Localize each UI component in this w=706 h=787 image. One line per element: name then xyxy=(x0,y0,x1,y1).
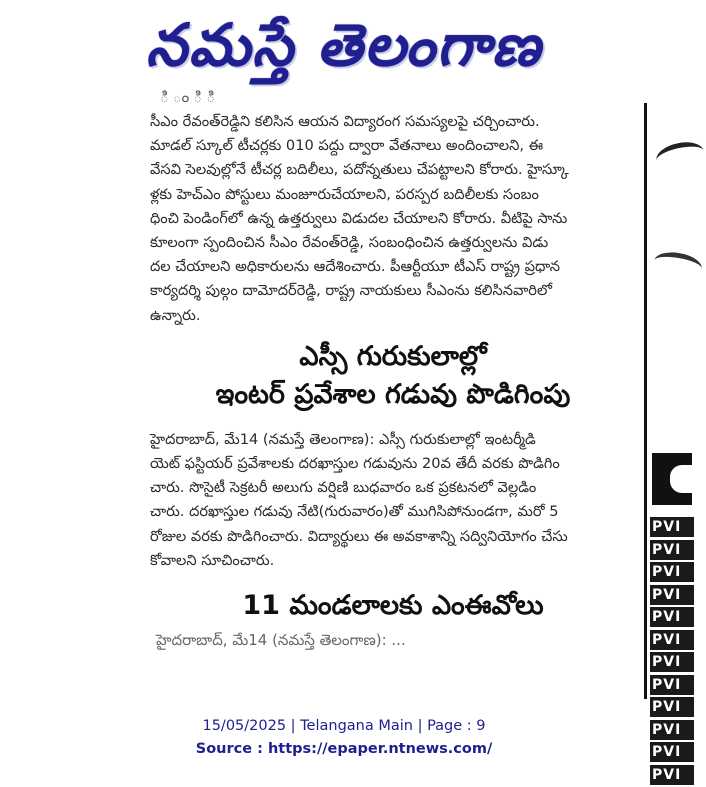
text-line: యెట్ ఫస్టియర్ ప్రవేశాలకు దరఖాస్తుల గడువును 20వ తేదీ వరకు పొడిగిం xyxy=(150,455,560,473)
article-main-paragraph xyxy=(150,428,636,573)
masthead-title: నమస్తే తెలంగాణ xyxy=(146,11,542,79)
headline-line: ఇంటర్ ప్రవేశాల గడువు పొడిగింపు xyxy=(215,378,571,410)
text-line: చారు. దరఖాస్తుల గడువు నేటి(గురువారం)తో ముగిసిపోనుండగా, మరో 5 xyxy=(150,503,559,521)
headline-line: ఎస్సీ గురుకులాల్లో xyxy=(299,340,487,372)
text-line: రోజుల వరకు పొడిగించారు. విద్యార్థులు ఈ అవకాశాన్ని సద్వినియోగం చేసు xyxy=(150,527,568,545)
pvi-label: PVI xyxy=(650,652,694,672)
pvi-label: PVI xyxy=(650,607,694,627)
pvi-label: PVI xyxy=(650,540,694,560)
text-line: దల చేయాలని అధికారులను ఆదేశించారు. పీఆర్టీయూ టీఎస్ రాష్ట్ర ప్రధాన xyxy=(150,258,561,276)
headline-line: 11 మండలాలకు ఎంఈవోలు xyxy=(242,590,544,622)
column-divider xyxy=(644,103,647,699)
text-line: సీఎం రేవంత్‌రెడ్డిని కలిసిన ఆయన విద్యారంగ సమస్యలపై చర్చించారు. xyxy=(150,113,540,130)
cut-off-top-line: ి ం ి ి xyxy=(160,88,216,106)
text-line: ఉన్నారు. xyxy=(150,306,201,324)
pvi-label: PVI xyxy=(650,675,694,695)
article-column xyxy=(150,88,636,700)
pvi-label: PVI xyxy=(650,697,694,717)
headline-meos xyxy=(150,587,636,625)
pvi-label: PVI xyxy=(650,765,694,785)
footer-date-page: 15/05/2025 | Telangana Main | Page : 9 xyxy=(202,718,486,734)
pvi-label: PVI xyxy=(650,630,694,650)
text-line: కూలంగా స్పందించిన సీఎం రేవంత్‌రెడ్డి, సంబంధించిన ఉత్తర్వులను విడు xyxy=(150,234,549,252)
masthead xyxy=(0,0,688,100)
text-line: మాడల్ స్కూల్ టీచర్లకు 010 పద్దు ద్వారా వేతనాలు అందించాలని, ఈ xyxy=(150,137,544,155)
text-line: కోవాలని సూచించారు. xyxy=(150,551,275,569)
text-line: చారు. సొసైటీ సెక్రటరీ అలుగు వర్షిణి బుధవారం ఒక ప్రకటనలో వెల్లడిం xyxy=(150,479,537,497)
footer-source-link[interactable]: Source : https://epaper.ntnews.com/ xyxy=(195,741,493,757)
text-line: వేసవి సెలవుల్లోనే టీచర్ల బదిలీలు, పదోన్నతులు చేపట్టాలని కోరారు. హైస్కూ xyxy=(150,161,569,179)
headline-sc-gurukulas xyxy=(150,338,636,414)
adjacent-ad-strip xyxy=(648,103,688,783)
cut-off-bottom-line: హైదరాబాద్, మే14 (నమస్తే తెలంగాణ): ... xyxy=(156,631,406,650)
text-line: ళ్లకు హెచ్‌ఎం పోస్టులు మంజూరుచేయాలని, పరస్పర బదిలీలకు సంబం xyxy=(150,185,539,203)
pvi-label: PVI xyxy=(650,562,694,582)
swash-graphic xyxy=(654,138,706,172)
article-top-paragraph xyxy=(150,110,636,328)
pvi-label: PVI xyxy=(650,742,694,762)
swash-graphic xyxy=(652,249,703,280)
pvi-label: PVI xyxy=(650,720,694,740)
ad-logo-block xyxy=(652,453,692,505)
text-line: ధించి పెండింగ్‌లో ఉన్న ఉత్తర్వులు విడుదల చేయాలని కోరారు. వీటిపై సాను xyxy=(150,209,568,227)
pvi-label: PVI xyxy=(650,517,694,537)
text-line: హైదరాబాద్, మే14 (నమస్తే తెలంగాణ): ఎస్సీ గురుకులాల్లో ఇంటర్మీడి xyxy=(150,430,536,448)
text-line: కార్యదర్శి పుల్గం దామోదర్‌రెడ్డి, రాష్ట్ర నాయకులు సీఎంను కలిసినవారిలో xyxy=(150,282,552,300)
pvi-label: PVI xyxy=(650,585,694,605)
